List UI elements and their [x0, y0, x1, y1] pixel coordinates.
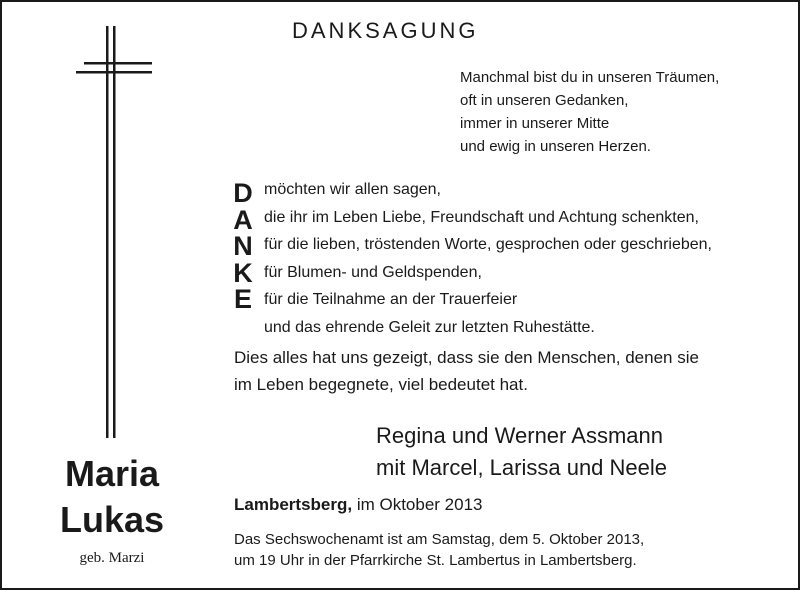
danke-letter: A	[233, 204, 253, 235]
thanks-line: und das ehrende Geleit zur letzten Ruhestätte.	[264, 318, 595, 336]
danke-letter: K	[233, 257, 253, 288]
family-signature	[376, 420, 667, 484]
danke-letter: N	[233, 231, 253, 261]
summary-text	[234, 344, 699, 398]
poem-line: und ewig in unseren Herzen.	[460, 138, 651, 155]
poem-line: Manchmal bist du in unseren Träumen,	[460, 69, 720, 86]
danke-letter: D	[233, 178, 253, 208]
thanks-line: für die Teilnahme an der Trauerfeier	[264, 291, 518, 308]
danke-letter: E	[233, 284, 252, 314]
thanks-lines	[264, 176, 712, 341]
mass-notice-line: um 19 Uhr in der Pfarrkirche St. Lambertus in Lambertsberg.	[234, 552, 637, 569]
summary-line: im Leben begegnete, viel bedeutet hat.	[234, 375, 528, 394]
family-line: mit Marcel, Larissa und Neele	[376, 455, 668, 480]
poem	[460, 66, 719, 158]
mass-notice	[234, 529, 644, 571]
danke-acrostic	[232, 180, 254, 313]
notice-date: im Oktober 2013	[352, 495, 483, 514]
thanks-line: die ihr im Leben Liebe, Freundschaft und Achtung schenkten,	[264, 208, 699, 226]
deceased-birth-name: geb. Marzi	[79, 550, 145, 566]
place-date	[234, 495, 483, 515]
mass-notice-line: Das Sechswochenamt ist am Samstag, dem 5. Oktober 2013,	[234, 531, 645, 548]
deceased-first-name: Maria	[64, 453, 160, 494]
thanks-line: für Blumen- und Geldspenden,	[264, 263, 482, 281]
deceased-last-name: Lukas	[59, 499, 165, 540]
thanks-line: möchten wir allen sagen,	[264, 181, 441, 198]
cross-icon	[76, 26, 156, 438]
poem-line: oft in unseren Gedanken,	[460, 92, 629, 109]
place-name: Lambertsberg,	[234, 495, 353, 514]
thanks-line: für die lieben, tröstenden Worte, gesprochen oder geschrieben,	[264, 236, 712, 253]
summary-line: Dies alles hat uns gezeigt, dass sie den Menschen, denen sie	[234, 348, 699, 367]
notice-heading: DANKSAGUNG	[292, 18, 479, 43]
poem-line: immer in unserer Mitte	[460, 115, 610, 132]
family-line: Regina und Werner Assmann	[376, 423, 663, 448]
